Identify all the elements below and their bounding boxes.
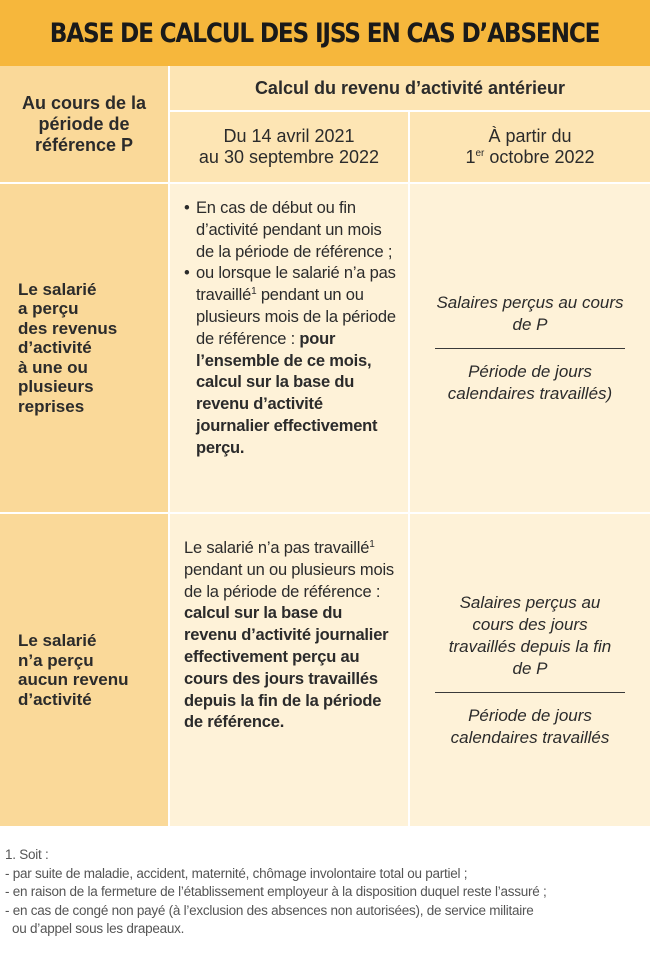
footnote-line: - en cas de congé non payé (à l’exclusion des absences non autorisées), de service militaire: [5, 902, 534, 918]
row2-denominator: Période de jours calendaires travaillés: [450, 705, 610, 747]
row1-numerator: Salaires perçus au cours de P: [436, 292, 624, 334]
col1-header-line1: Du 14 avril 2021: [223, 126, 355, 146]
footnote-line: - en raison de la fermeture de l’établissement employeur à la disposition duquel reste l’assuré ;: [5, 884, 547, 899]
row2-formula-2022: [410, 514, 650, 826]
row2-numerator: Salaires perçus au cours des jours travaillés depuis la fin de P: [448, 592, 612, 678]
row1-formula-2022: [410, 184, 650, 512]
group-header-label: Calcul du revenu d’activité antérieur: [254, 77, 566, 98]
col2-header-line1: À partir du: [488, 126, 572, 146]
row2-fraction-line: [435, 692, 625, 693]
row1-fraction-line: [435, 348, 625, 349]
row1-rule-2021: [170, 184, 408, 512]
group-header-cell: [170, 66, 650, 110]
row1-denominator: Période de jours calendaires travaillés): [447, 361, 613, 403]
row1-label-text: Le salarié a perçu des revenus d’activité à une ou plusieurs reprises: [18, 279, 118, 416]
row2-label-text: Le salarié n’a perçu aucun revenu d’activité: [18, 631, 129, 709]
row2-rule-2021: [170, 514, 408, 826]
period-header-cell: [0, 66, 168, 182]
column-header-2022: [410, 112, 650, 182]
footnote-line: - par suite de maladie, accident, maternité, chômage involontaire total ou partiel ;: [5, 865, 468, 881]
column-header-2021: [170, 112, 408, 182]
row1-bullet-list: [170, 184, 408, 460]
row2-paragraph: Le salarié n’a pas travaillé$^1$ pendant un ou plusieurs mois de la période de référence : calcul sur la base du revenu d’activité journalier effectivement perçu au cours des jours travaillés depuis la fin de la période de référence.: [184, 539, 394, 732]
footnotes: [5, 846, 650, 939]
row1-bullet-2: • ou lorsque le salarié n’a pas travaillé$^1$ pendant un ou plusieurs mois de la période de référence : pour l’ensemble de ce mois, calcul sur la base du revenu d’activité journalier effectivement perçu.: [184, 263, 400, 459]
col2-header-line2: 1er octobre 2022: [465, 147, 595, 167]
footnote-line: 1. Soit :: [5, 847, 49, 862]
col1-header-line2: au 30 septembre 2022: [198, 147, 380, 167]
page-title: BASE DE CALCUL DES IJSS EN CAS D’ABSENCE: [50, 17, 600, 49]
row-label-with-income: [0, 184, 168, 512]
period-header-label: Au cours de la période de référence P: [21, 92, 147, 155]
row-label-no-income: [0, 514, 168, 826]
footnote-line: ou d’appel sous les drapeaux.: [5, 921, 185, 936]
title-banner: [0, 0, 650, 66]
row1-bullet-1: • En cas de début ou fin d’activité pendant un mois de la période de référence ;: [184, 198, 400, 263]
